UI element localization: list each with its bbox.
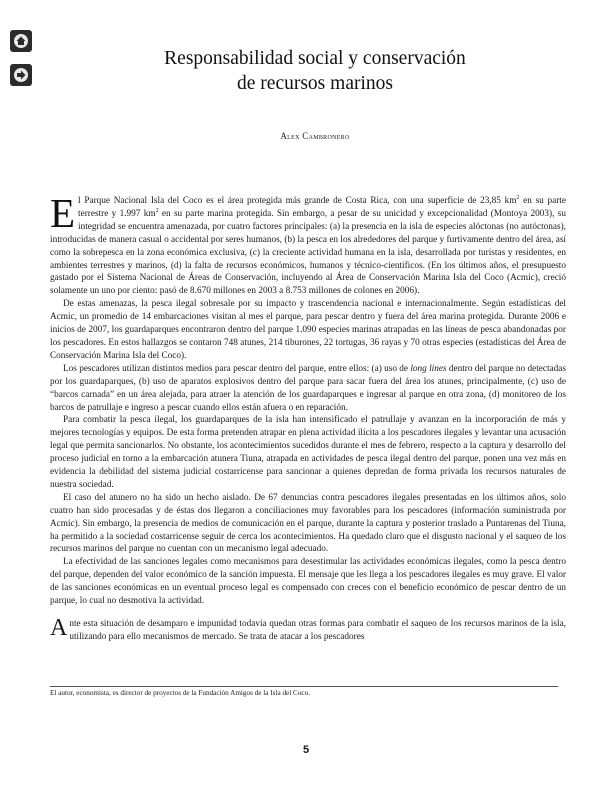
author-byline — [60, 131, 570, 141]
page-number: 5 — [302, 744, 310, 756]
section-gap — [50, 608, 566, 618]
drop-cap-e: E — [50, 190, 76, 236]
next-page-button[interactable] — [10, 64, 32, 86]
paragraph-1: El Parque Nacional Isla del Coco es el área protegida más grande de Costa Rica, con una superficie de 23,85 $km^2$ en su parte terrestre y 1.997 $km^2$ en su parte marina protegida. Sin embargo, a pesar de su unicidad y excepcionalidad (Montoya 2003), su integridad se encuentra amenazada, por cuatro factores principales: (a) la presencia en la isla de especies alóctonas (no autóctonas), introducidas de manera casual o accidental por seres humanos, (b) la pesca en los alrededores del parque y furtivamente dentro del área, así como la sobrepesca en la zona económica exclusiva, (c) la creciente actividad humana en la isla, desarrollada por turistas y residentes, en ambientes terrestres y marinos, (d) la falta de recursos económicos, humanos y técnico-científicos. (En los últimos años, el presupuesto gastado por el Sistema Nacional de Áreas de Conservación, incluyendo al Área de Conservación Marina Isla del Coco (Acmic), creció solamente un uno por ciento: pasó de 8.670 millones en 2003 a 8.753 millones de colones en 2006). — [50, 190, 566, 297]
arrow-right-icon — [13, 67, 29, 83]
drop-cap-a: A — [50, 615, 68, 641]
paragraph-5: El caso del atunero no ha sido un hecho aislado. De 67 denuncias contra pescadores ilegales presentadas en los últimos años, solo cuatro han sido procesadas y de éstas dos llegaron a conciliaciones muy favorables para los pescadores (información suministrada por Acmic). Sin embargo, la presencia de medios de comunicación en el parque, durante la captura y posterior traslado a Puntarenas del Tiuna, ha permitido a la sociedad costarricense seguir de cerca los acontecimientos. Ha quedado claro que el disgusto nacional y el saqueo de los recursos marinos del parque no cuentan con un mecanismo legal adecuado. — [50, 492, 566, 555]
author-name: Alex Cambronero — [280, 131, 350, 141]
paragraph-3: Los pescadores utilizan distintos medios para pescar dentro del parque, entre ellos: (a) uso de long lines dentro del parque no detectadas por los guardaparques, (b) uso de aparatos explosivos dentro del parque para sacar fuera del área los atunes, principalmente, (c) uso de “barcos carnada” en un área alejada, para atraer la atención de los guardaparques e ingresar al parque en otra zona, (d) monitoreo de los barcos de patrullaje e ingreso a pescar cuando ellos están afuera o en reparación. — [50, 363, 566, 413]
title-line-2: de recursos marinos — [237, 73, 393, 94]
paragraph-6: La efectividad de las sanciones legales como mecanismos para desestimular las actividades económicas ilegales, como la pesca dentro del parque, dependen del valor económico de la sanción impuesta. El mensaje que les llega a los pescadores ilegales es muy grave. El valor de las sanciones económicas en un eventual proceso legal es compensado con creces con el beneficio económico de pescar dentro de un parque, lo cual no desmotiva la actividad. — [50, 557, 566, 607]
title-line-1: Responsabilidad social y conservación — [164, 48, 466, 69]
paragraph-7: Ante esta situación de desamparo e impunidad todavía quedan otras formas para combatir el saqueo de los recursos marinos de la isla, utilizando para ello mecanismos de mercado. Se trata de atacar a los pescadores — [50, 615, 566, 642]
home-icon — [13, 33, 29, 49]
footnote: El autor, economista, es director de proyectos de la Fundación Amigos de la Isla del Coco. — [50, 689, 310, 697]
paragraph-2: De estas amenazas, la pesca ilegal sobresale por su impacto y trascendencia nacional e internacionalmente. Según estadísticas del Acmic, un promedio de 14 embarcaciones visitan al mes el parque, para pescar dentro y fuera del área marina protegida. Durante 2006 e inicios de 2007, los guardaparques encontraron dentro del parque 1.090 especies marinas atrapadas en las líneas de pesca abandonadas por los pescadores. En estos hallazgos se contaron 748 atunes, 214 tiburones, 22 tortugas, 36 rayas y 70 otras especies (estadísticas del Área de Conservación Marina Isla del Coco). — [50, 299, 566, 361]
article-title — [60, 46, 570, 96]
paragraph-4: Para combatir la pesca ilegal, los guardaparques de la isla han intensificado el patrullaje y avanzan en la incorporación de más y mejores tecnologías y equipos. De esta forma pretenden atrapar en plena actividad ilícita a los pescadores ilegales y levantar una acusación legal que permita sancionarlos. No obstante, los acontecimientos sucedidos durante el mes de febrero, respecto a la captura y desarrollo del proceso judicial en torno a la embarcación atunera Tiuna, atrapada en actividades de pesca ilegal dentro del parque, ponen una vez más en evidencia la debilidad del sistema judicial costarricense para sancionar a quienes depredan de forma privada los recursos naturales de nuestra sociedad. — [50, 415, 566, 490]
home-button[interactable] — [10, 30, 32, 52]
article-body — [50, 190, 566, 644]
footnote-divider — [50, 686, 558, 687]
